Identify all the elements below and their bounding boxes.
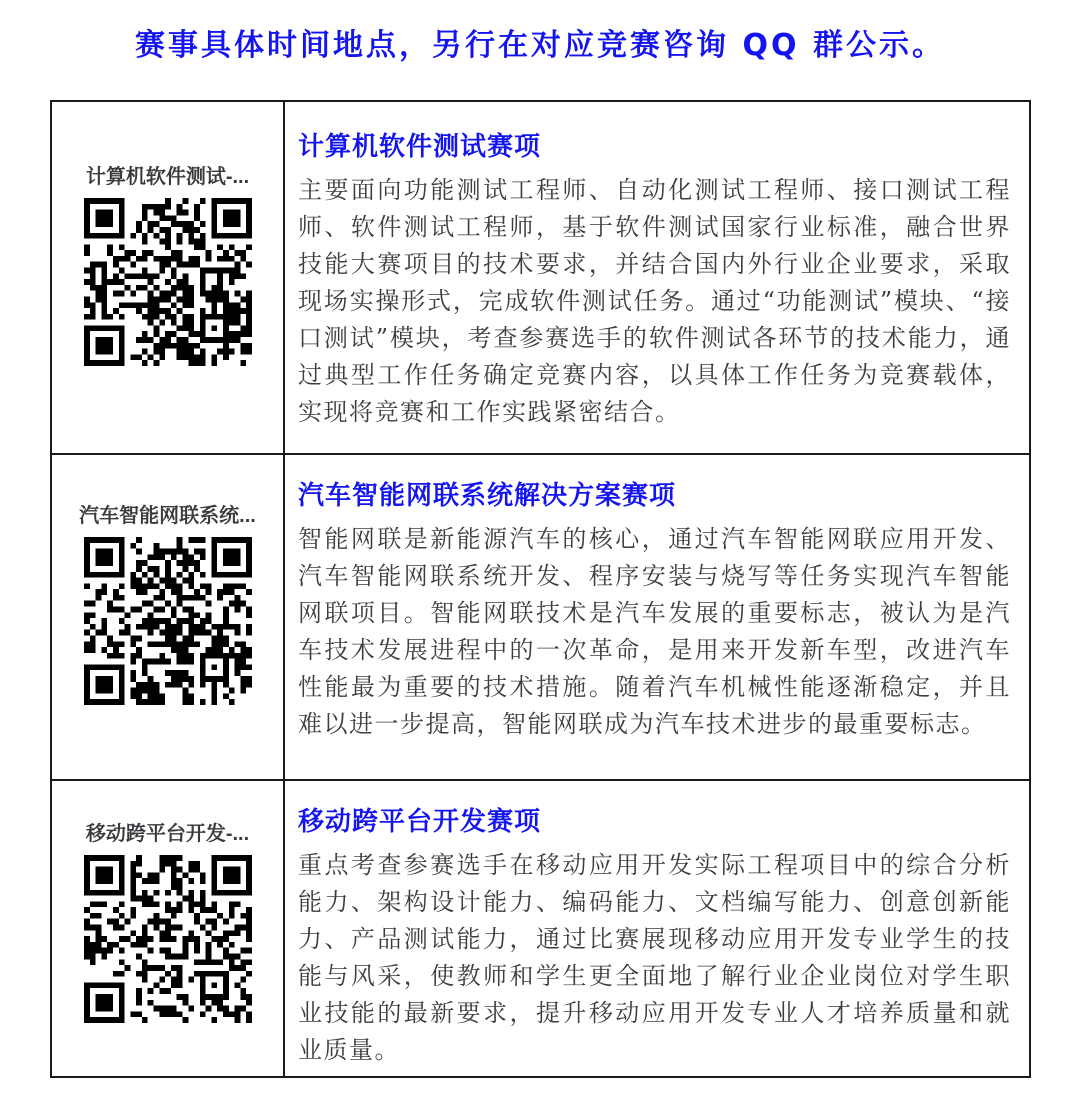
- competition-description: 主要面向功能测试工程师、自动化测试工程师、接口测试工程师、软件测试工程师，基于软件测试国家行业标准，融合世界技能大赛项目的技术要求，并结合国内外行业企业要求，采取现场实操形式，完成软件测试任务。通过“功能测试”模块、“接口测试”模块，考查参赛选手的软件测试各环节的技术能力，通过典型工作任务确定竞赛内容，以具体工作任务为竞赛载体，实现将竞赛和工作实践紧密结合。: [298, 176, 1011, 426]
- qr-cell: [52, 455, 285, 779]
- table-row: [52, 455, 1029, 781]
- competition-description: 智能网联是新能源汽车的核心，通过汽车智能网联应用开发、汽车智能网联系统开发、程序安装与烧写等任务实现汽车智能网联项目。智能网联技术是汽车发展的重要标志，被认为是汽车技术发展进程中的一次革命，是用来开发新车型，改进汽车性能最为重要的技术措施。随着汽车机械性能逐渐稳定，并且难以进一步提高，智能网联成为汽车技术进步的最重要标志。: [298, 525, 1011, 738]
- competition-heading: 汽车智能网联系统解决方案赛项: [298, 481, 677, 511]
- competition-description: 重点考查参赛选手在移动应用开发实际工程项目中的综合分析能力、架构设计能力、编码能力、文档编写能力、创意创新能力、产品测试能力，通过比赛展现移动应用开发专业学生的技能与风采，使教师和学生更全面地了解行业企业岗位对学生职业技能的最新要求，提升移动应用开发专业人才培养质量和就业质量。: [298, 851, 1011, 1064]
- qr-cell: [52, 102, 285, 453]
- table-row: [52, 781, 1029, 1076]
- description-cell: [285, 455, 1029, 779]
- qr-code-icon: [84, 855, 252, 1023]
- description-cell: [285, 102, 1029, 453]
- qr-code-icon: [84, 198, 252, 366]
- competition-heading: 移动跨平台开发赛项: [298, 807, 542, 837]
- qr-caption: 移动跨平台开发-...: [85, 823, 250, 845]
- qr-caption: 汽车智能网联系统...: [79, 505, 256, 527]
- page-title: 赛事具体时间地点，另行在对应竞赛咨询 QQ 群公示。: [135, 28, 945, 63]
- qr-cell: [52, 781, 285, 1076]
- qr-code-icon: [84, 537, 252, 705]
- competitions-table: [50, 100, 1031, 1078]
- table-row: [52, 102, 1029, 455]
- qr-caption: 计算机软件测试-...: [85, 166, 250, 188]
- competition-heading: 计算机软件测试赛项: [298, 132, 542, 162]
- description-cell: [285, 781, 1029, 1076]
- page: [0, 20, 1080, 1064]
